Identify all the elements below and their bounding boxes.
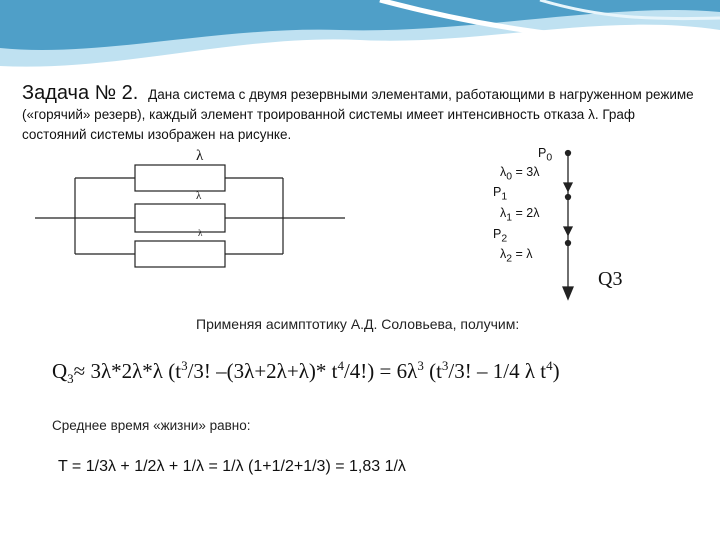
state-p2-dot (566, 241, 571, 246)
header-wave-decoration (0, 0, 720, 80)
lifetime-formula: T = 1/3λ + 1/2λ + 1/λ = 1/λ (1+1/2+1/3) = 1,83 1/λ (58, 458, 406, 475)
method-line: Применяя асимптотику А.Д. Соловьева, получим: (196, 316, 520, 332)
state-p1-dot (566, 195, 571, 200)
state-p0-dot (566, 151, 571, 156)
state-p1-label: $P_1$ (493, 185, 508, 203)
task-statement (22, 83, 702, 145)
circuit-diagram (30, 150, 350, 280)
state-p0-label: $P_0$ (538, 146, 553, 164)
arrow-p1-p2 (564, 227, 572, 235)
rate-l2-label: $\lambda_2 = \lambda$ (500, 247, 533, 265)
asymptotic-formula: $Q_3\approx 3\lambda*2\lambda*\lambda$ ($t^3/3$! –(3λ+2λ+λ)* $t^4/4!) = 6\lambda^3$ ($t^3/3$! – 1/4 λ $t^4$) (52, 358, 560, 387)
rate-l1-label: $\lambda_1 = 2\lambda$ (500, 206, 540, 224)
state-p2-label: $P_2$ (493, 227, 508, 245)
task-text: Дана система с двумя резервными элементами, работающими в нагруженном режиме («горячий» резерв), каждый элемент троированной системы имеет интенсивность отказа λ. Граф состояний системы изображен на рисунке. (22, 87, 694, 142)
state-q3-label: Q3 (598, 268, 623, 290)
element-top (135, 165, 225, 191)
element-bottom (135, 241, 225, 267)
task-title: Задача № 2. (22, 82, 139, 104)
arrow-p0-p1 (564, 183, 572, 191)
element-middle (135, 204, 225, 232)
circuit-lambda-top: λ (196, 148, 204, 164)
arrow-p2-q3 (563, 287, 573, 299)
circuit-lambda-bottom: λ (198, 228, 203, 238)
circuit-lambda-mid: λ (196, 190, 202, 202)
lifetime-line: Среднее время «жизни» равно: (52, 418, 251, 433)
rate-l0-label: $\lambda_0 = 3\lambda$ (500, 165, 540, 183)
